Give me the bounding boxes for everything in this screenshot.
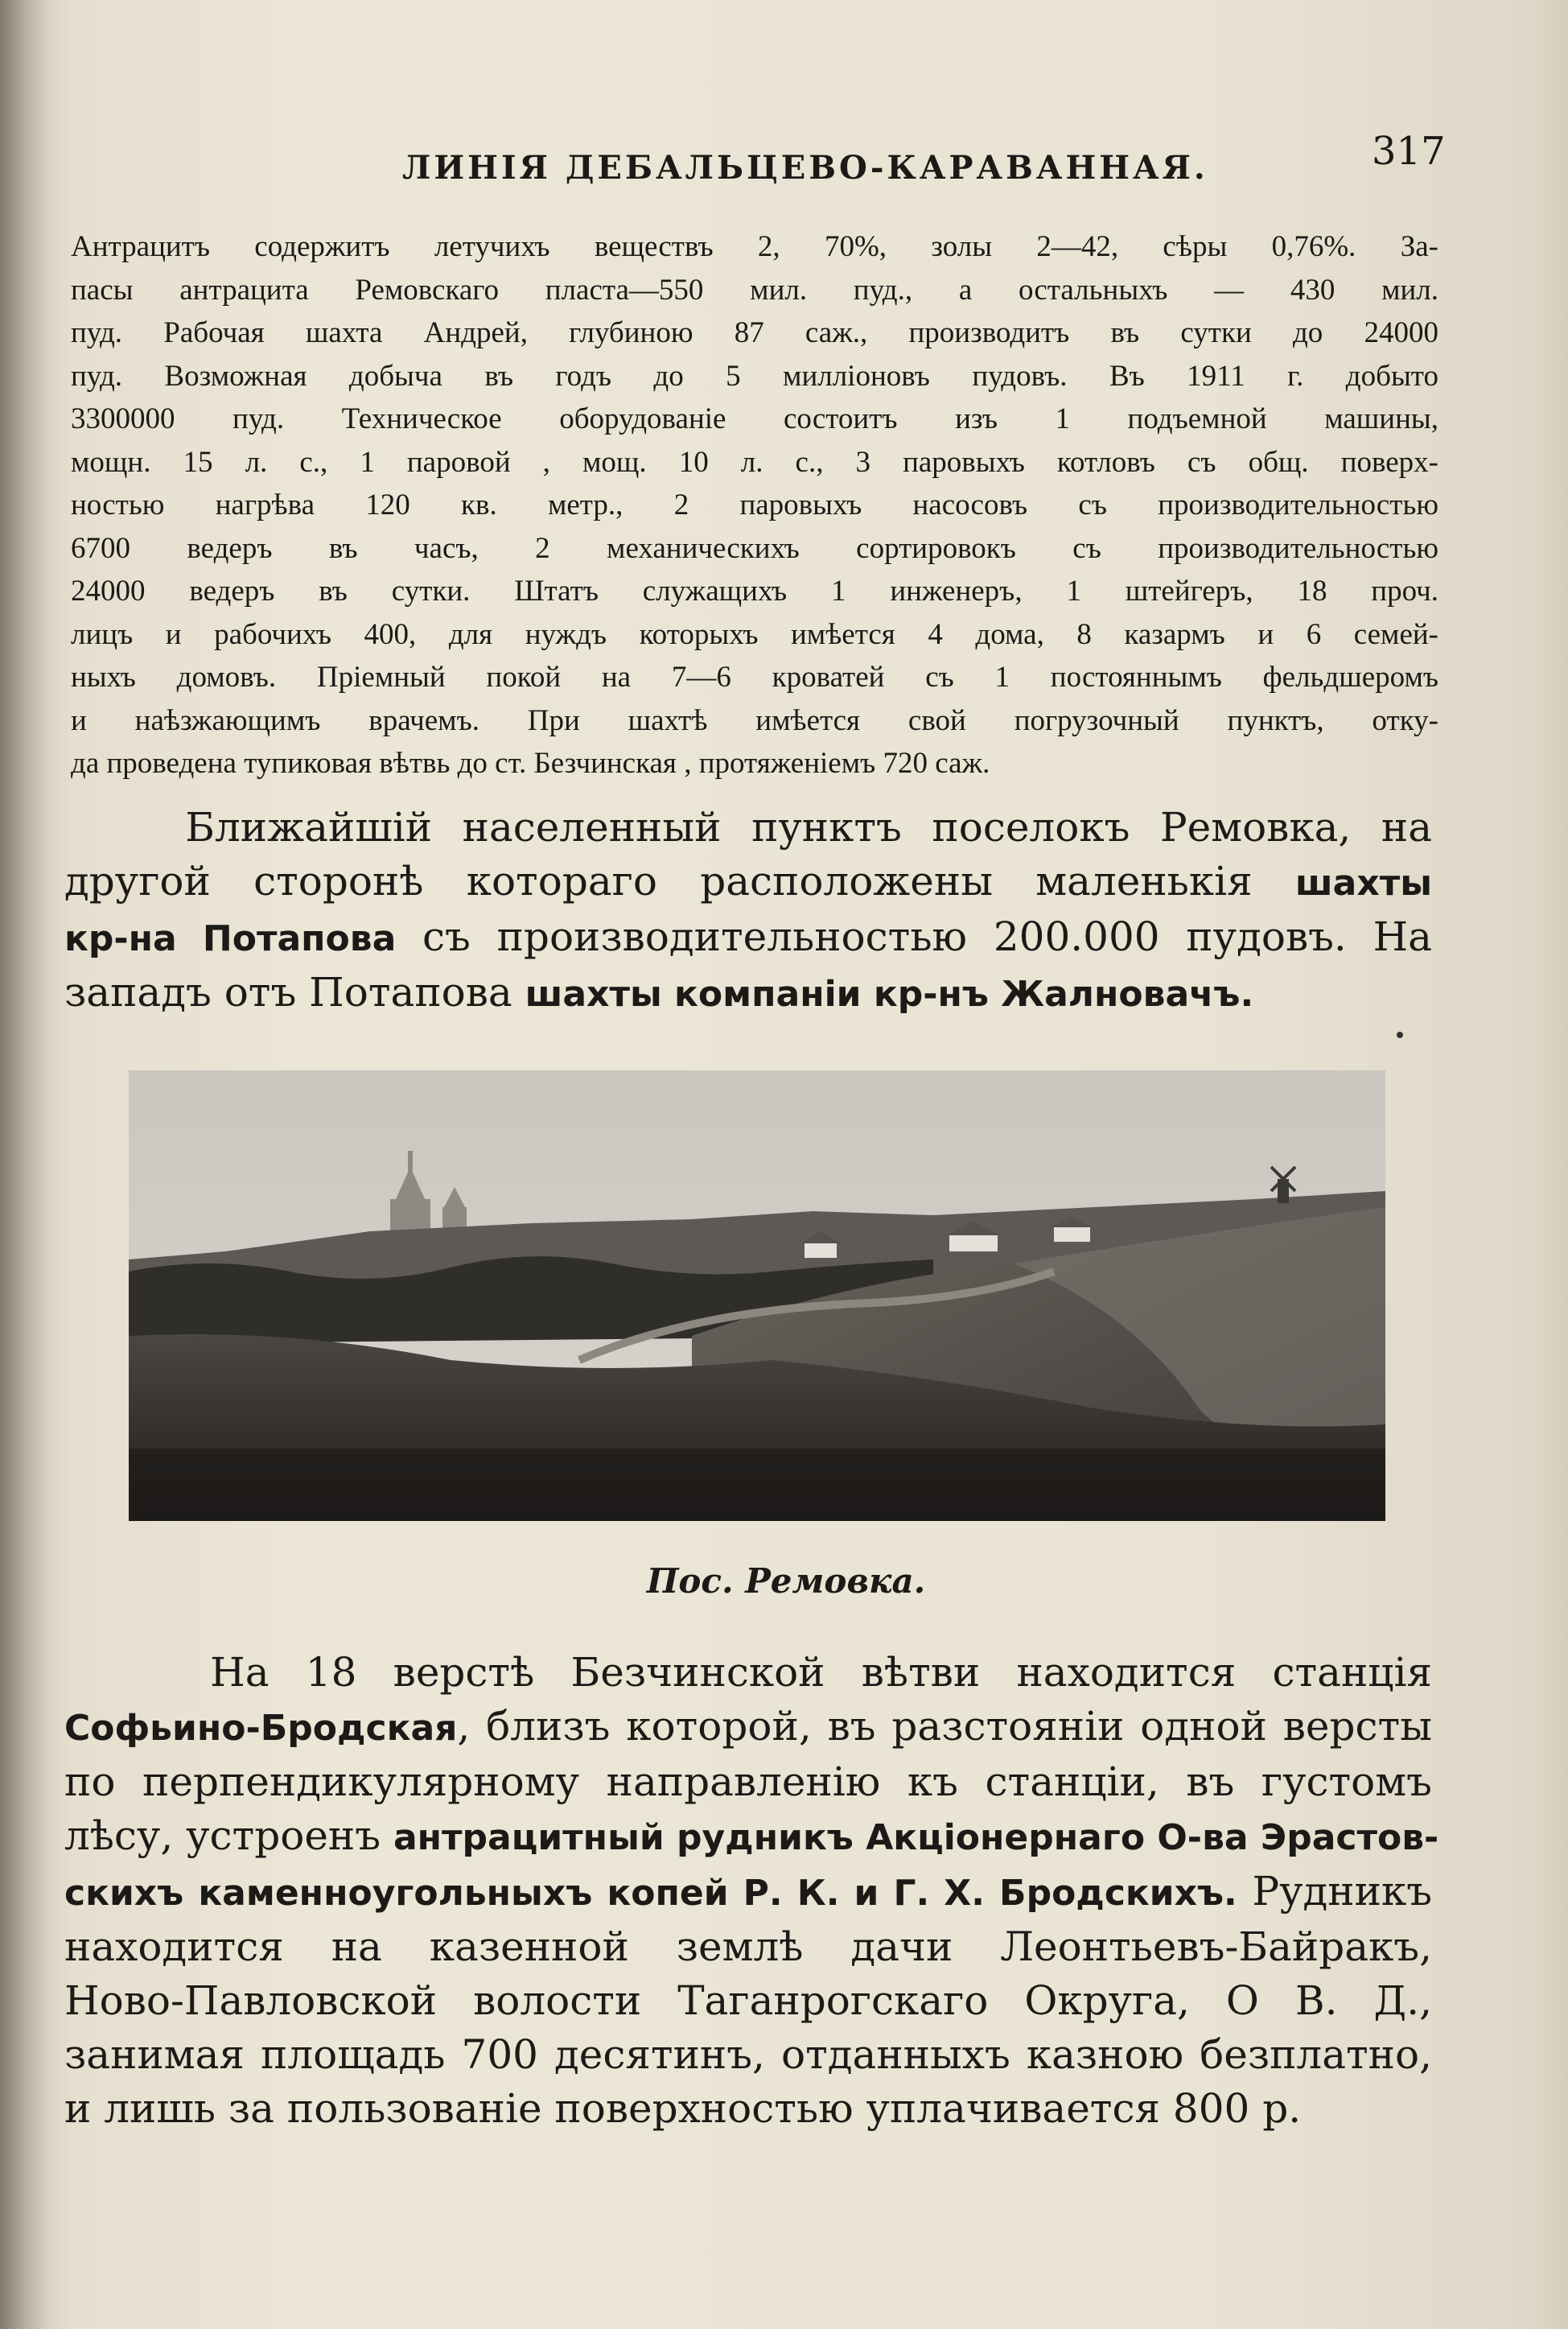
bold-run: кр-на Потапова — [64, 918, 397, 959]
text-line: 24000 ведеръ въ сутки. Штатъ служащихъ 1 инженеръ, 1 штейгеръ, 18 проч. — [71, 575, 1438, 608]
text-line — [64, 855, 1432, 910]
gutter-shadow — [0, 0, 48, 2329]
text-line: пуд. Рабочая шахта Андрей, глубиною 87 саж., производитъ въ сутки до 24000 — [71, 316, 1438, 349]
bold-run: скихъ каменноугольныхъ копей Р. К. и Г. Х. Бродскихъ. — [64, 1873, 1237, 1914]
text-run: другой сторонѣ котораго расположены маленькія — [64, 858, 1295, 905]
text-line: да проведена тупиковая вѣтвь до ст. Безчинская , протяженіемъ 720 саж. — [71, 747, 990, 780]
text-line — [64, 1646, 1432, 1700]
bold-run: шахты компаніи кр-нъ Жалновачъ. — [525, 974, 1254, 1015]
text-line — [64, 966, 1432, 1021]
small-print-paragraph — [71, 225, 1438, 785]
photo-removka — [129, 1070, 1385, 1521]
text-line: пасы антрацита Ремовскаго пласта—550 мил. пуд., а остальныхъ — 430 мил. — [71, 273, 1438, 307]
text-line: занимая площадь 700 десятинъ, отданныхъ казною безплатно, — [64, 2031, 1432, 2078]
text-run: Ближайшій населенный пунктъ поселокъ Ремовка, на — [64, 804, 1432, 851]
running-title: ЛИНІЯ ДЕБАЛЬЦЕВО-КАРАВАННАЯ. — [402, 149, 1208, 187]
text-run: западъ отъ Потапова — [64, 969, 525, 1016]
text-line — [64, 1809, 1439, 1865]
text-run: На 18 верстѣ Безчинской вѣтви находится станція — [64, 1649, 1432, 1696]
bold-run: антрацитный рудникъ Акціонернаго О-ва Эрастов- — [393, 1817, 1439, 1858]
text-line: пуд. Возможная добыча въ годъ до 5 милліоновъ пудовъ. Въ 1911 г. добыто — [71, 359, 1438, 393]
stray-mark — [1397, 1032, 1403, 1038]
text-line: мощн. 15 л. с., 1 паровой , мощ. 10 л. с., 3 паровыхъ котловъ съ общ. поверх- — [71, 445, 1438, 479]
bold-run: шахты — [1294, 863, 1432, 904]
text-line: ностью нагрѣва 120 кв. метр., 2 паровыхъ насосовъ съ производительностью — [71, 488, 1438, 521]
text-line: по перпендикулярному направленію къ станціи, въ густомъ — [64, 1758, 1432, 1805]
text-run: лѣсу, устроенъ — [64, 1812, 393, 1859]
page-number: 317 — [1372, 129, 1446, 174]
paragraph-sofino-brodskaya — [64, 1646, 1439, 2136]
text-run: Рудникъ — [1237, 1868, 1433, 1915]
text-line — [64, 910, 1432, 966]
bold-run: Софьино-Бродская — [64, 1708, 458, 1749]
text-line — [64, 801, 1432, 855]
text-line: и лишь за пользованіе поверхностью уплачивается 800 р. — [64, 2085, 1302, 2132]
photo-caption: Пос. Ремовка. — [646, 1561, 926, 1601]
text-line: 3300000 пуд. Техническое оборудованіе состоитъ изъ 1 подъемной машины, — [71, 402, 1438, 435]
landscape-photo-illustration — [129, 1070, 1385, 1521]
text-line — [64, 1700, 1432, 1755]
text-line: 6700 ведеръ въ часъ, 2 механическихъ сортировокъ съ производительностью — [71, 531, 1438, 565]
paragraph-removka — [64, 801, 1432, 1021]
text-line — [64, 1865, 1432, 1920]
text-line: Ново-Павловской волости Таганрогскаго Округа, О В. Д., — [64, 1977, 1432, 2024]
text-line: находится на казенной землѣ дачи Леонтьевъ-Байракъ, — [64, 1923, 1432, 1970]
text-run: съ производительностью 200.000 пудовъ. На — [396, 913, 1432, 960]
text-line: и наѣзжающимъ врачемъ. При шахтѣ имѣется свой погрузочный пунктъ, отку- — [71, 703, 1438, 737]
text-line: Антрацитъ содержитъ летучихъ веществъ 2, 70%, золы 2—42, сѣры 0,76%. За- — [71, 230, 1438, 263]
text-line: лицъ и рабочихъ 400, для нуждъ которыхъ имѣется 4 дома, 8 казармъ и 6 семей- — [71, 617, 1438, 651]
text-line: ныхъ домовъ. Пріемный покой на 7—6 кроватей съ 1 постояннымъ фельдшеромъ — [71, 661, 1438, 694]
text-run: , близъ которой, въ разстояніи одной версты — [457, 1703, 1432, 1750]
